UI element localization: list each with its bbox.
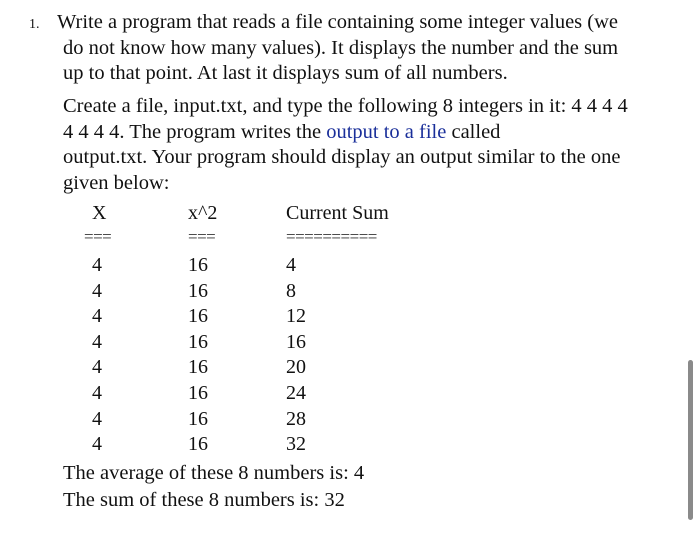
cell-current-sum: 8 <box>286 279 296 302</box>
cell-x: 4 <box>92 279 102 302</box>
cell-x: 4 <box>92 330 102 353</box>
cell-x-squared: 16 <box>188 433 208 456</box>
scrollbar[interactable] <box>688 360 693 520</box>
cell-x-squared: 16 <box>188 356 208 379</box>
paragraph-line: Write a program that reads a file containing some integer values (we <box>57 11 618 33</box>
paragraph-line <box>63 120 678 146</box>
cell-x-squared: 16 <box>188 279 208 302</box>
cell-current-sum: 28 <box>286 407 306 430</box>
column-header-current-sum: Current Sum <box>286 202 389 224</box>
separator-x: === <box>84 227 112 246</box>
text-span: called <box>446 120 501 143</box>
cell-x-squared: 16 <box>188 330 208 353</box>
question-paragraph-2 <box>63 94 678 196</box>
paragraph-line: given below: <box>63 171 170 194</box>
cell-x: 4 <box>92 305 102 328</box>
text-span: 4 4 4 4. The program writes the <box>63 120 327 143</box>
cell-x: 4 <box>92 433 102 456</box>
paragraph-line: up to that point. At last it displays sum of all numbers. <box>63 62 508 85</box>
cell-x-squared: 16 <box>188 254 208 276</box>
cell-current-sum: 4 <box>286 254 296 276</box>
column-header-x-squared: x^2 <box>188 202 218 224</box>
cell-x: 4 <box>92 356 102 379</box>
paragraph-line: output.txt. Your program should display an output similar to the one <box>63 146 621 168</box>
cell-x: 4 <box>92 382 102 404</box>
paragraph-line: Create a file, input.txt, and type the following 8 integers in it: 4 4 4 4 <box>63 95 628 117</box>
summary-output <box>63 460 364 514</box>
cell-current-sum: 20 <box>286 356 306 379</box>
separator-current-sum: ========== <box>286 227 377 246</box>
output-to-file-link[interactable]: output to a file <box>326 120 447 143</box>
cell-x: 4 <box>92 407 102 430</box>
sum-line: The sum of these 8 numbers is: 32 <box>63 489 345 511</box>
cell-x-squared: 16 <box>188 382 208 404</box>
cell-x-squared: 16 <box>188 305 208 328</box>
cell-current-sum: 32 <box>286 433 306 456</box>
cell-current-sum: 12 <box>286 305 306 328</box>
average-line: The average of these 8 numbers is: 4 <box>63 462 365 484</box>
cell-x-squared: 16 <box>188 407 208 430</box>
separator-x-squared: === <box>188 227 216 246</box>
question-paragraph-1 <box>57 10 673 87</box>
cell-current-sum: 16 <box>286 330 306 353</box>
cell-current-sum: 24 <box>286 382 306 404</box>
paragraph-line: do not know how many values). It displays the number and the sum <box>63 36 619 59</box>
question-number: 1. <box>29 17 40 32</box>
column-header-x: X <box>92 202 107 224</box>
cell-x: 4 <box>92 254 102 276</box>
